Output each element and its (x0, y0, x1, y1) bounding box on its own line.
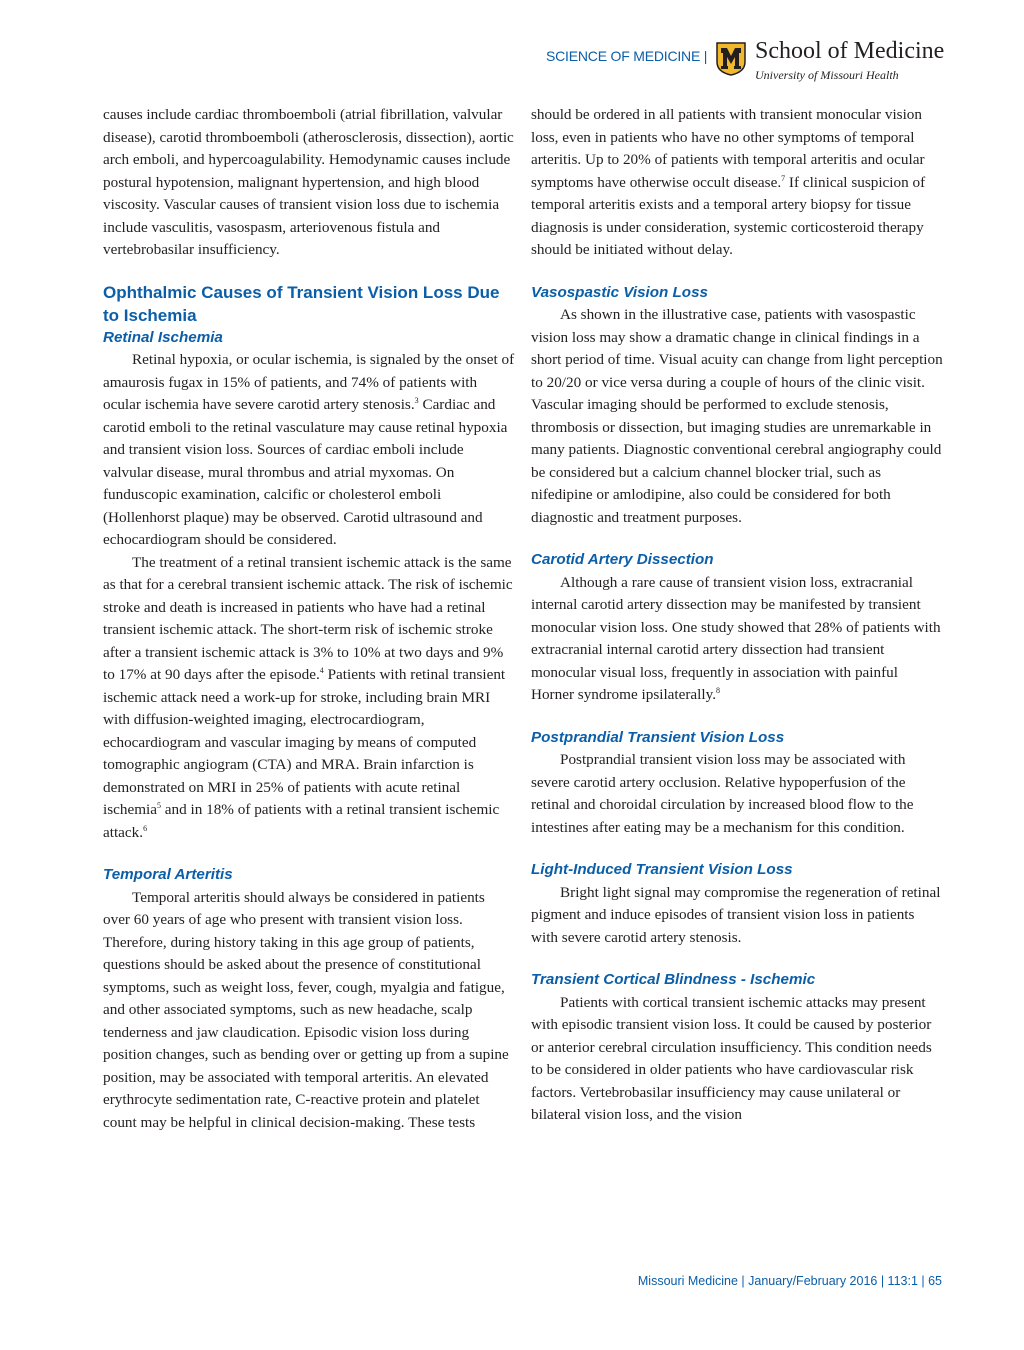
paragraph: As shown in the illustrative case, patients with vasospastic vision loss may show a dramatic change in clinical findings in a short period of time. Visual acuity can change from light perception to 20/20 or vice versa during a couple of hours of the clinic visit. Vascular imaging should be performed to exclude stenosis, thrombosis or dissection, but imaging studies are unremarkable in many patients. Diagnostic conventional cerebral angiography could be considered but a calcium channel blocker trial, such as nifedipine or amlodipine, also could be considered for both diagnostic and treatment purposes. (531, 306, 943, 526)
school-name: School of Medicine (755, 38, 945, 64)
paragraph: Bright light signal may compromise the regeneration of retinal pigment and induce episodes of transient vision loss in patients with severe carotid artery stenosis. (531, 883, 941, 946)
right-column (531, 104, 943, 1127)
subsection-heading-temporal-arteritis: Temporal Arteritis (103, 866, 233, 883)
paragraph: causes include cardiac thromboemboli (atrial fibrillation, valvular disease), carotid thromboemboli (atherosclerosis, dissection), aortic arch emboli, and hypercoagulability. Hemodynamic causes include postural hypotension, malignant hypertension, and high blood viscosity. Vascular causes of transient vision loss due to ischemia include vasculitis, vasospasm, arteriovenous fistula and vertebrobasilar insufficiency. (103, 106, 514, 258)
paragraph: should be ordered in all patients with transient monocular vision loss, even in patients who have no other symptoms of temporal arteritis. Up to 20% of patients with temporal arteritis and ocular symptoms have otherwise occult disease.$^7$ If clinical suspicion of temporal arteritis exists and a temporal artery biopsy for tissue diagnosis is under consideration, systemic corticosteroid therapy should be initiated without delay. (531, 106, 926, 258)
subsection-heading-cortical-blindness: Transient Cortical Blindness - Ischemic (531, 971, 816, 988)
paragraph: Temporal arteritis should always be considered in patients over 60 years of age who present with transient vision loss. Therefore, during history taking in this age group of patients, questions should be asked about the presence of constitutional symptoms, such as weight loss, fever, cough, myalgia and fatigue, and other associated symptoms, such as new headache, scalp tenderness and jaw claudication. Episodic vision loss during position changes, such as bending over or getting up from a supine position, may be associated with temporal arteritis. An elevated erythrocyte sedimentation rate, C-reactive protein and platelet count may be helpful in clinical decision-making. These tests (103, 888, 509, 1131)
subsection-heading-retinal-ischemia: Retinal Ischemia (103, 328, 223, 346)
page-footer: Missouri Medicine | January/February 2016 | 113:1 | 65 (637, 1274, 942, 1288)
paragraph: Postprandial transient vision loss may be associated with severe carotid artery occlusion. Relative hypoperfusion of the retinal and choroidal circulation by increased blood flow to the intestines after eating may be a mechanism for this condition. (531, 751, 914, 836)
section-label: SCIENCE OF MEDICINE | (546, 48, 708, 64)
left-column (103, 104, 515, 1134)
paragraph: Patients with cortical transient ischemic attacks may present with episodic transient vision loss. It could be caused by posterior or anterior cerebral circulation insufficiency. This condition needs to be considered in older patients who have cardiovascular risk factors. Vertebrobasilar insufficiency may cause unilateral or bilateral vision loss, and the vision (531, 993, 932, 1123)
school-subtitle: University of Missouri Health (755, 68, 899, 82)
paragraph: Retinal hypoxia, or ocular ischemia, is signaled by the onset of amaurosis fugax in 15% of patients, and 74% of patients with ocular ischemia have severe carotid artery stenosis.$^3$ Cardiac and carotid emboli to the retinal vasculature may cause retinal hypoxia and transient vision loss. Sources of cardiac emboli include valvular disease, mural thrombus and atrial myxomas. On funduscopic examination, calcific or cholesterol emboli (Hollenhorst plaque) may be observed. Carotid ultrasound and echocardiogram should be considered. (103, 351, 515, 548)
reference-superscript: 4 (319, 666, 324, 675)
reference-superscript: 8 (716, 686, 721, 695)
mizzou-m-shield-icon (716, 42, 746, 76)
reference-superscript: 3 (414, 396, 419, 405)
reference-superscript: 5 (156, 801, 161, 810)
reference-superscript: 6 (143, 823, 148, 833)
subsection-heading-postprandial: Postprandial Transient Vision Loss (531, 728, 785, 746)
subsection-heading-vasospastic: Vasospastic Vision Loss (531, 283, 708, 301)
subsection-heading-carotid-dissection: Carotid Artery Dissection (531, 551, 714, 568)
section-heading: Ophthalmic Causes of Transient Vision Loss Due to Ischemia (103, 282, 500, 325)
subsection-heading-light-induced: Light-Induced Transient Vision Loss (531, 861, 793, 878)
paragraph: Although a rare cause of transient vision loss, extracranial internal carotid artery dissection may be manifested by transient monocular vision loss. One study showed that 28% of patients with extracranial internal carotid artery dissection had transient monocular visual loss, frequently in association with painful Horner syndrome ipsilaterally.$^8$ (531, 573, 941, 703)
reference-superscript: 7 (781, 173, 786, 183)
paragraph: The treatment of a retinal transient ischemic attack is the same as that for a cerebral transient ischemic attack. The risk of ischemic stroke and death is increased in patients who have had a retinal transient ischemic attack. The short-term risk of ischemic stroke after a transient ischemic attack is 3% to 10% at two days and 9% to 17% at 90 days after the episode.$^4$ Patients with retinal transient ischemic attack need a work-up for stroke, including brain MRI with diffusion-weighted imaging, electrocardiogram, echocardiogram and vascular imaging by means of computed tomographic angiogram (CTA) and MRA. Brain infarction is demonstrated on MRI in 25% of patients with acute retinal ischemia$^5$ and in 18% of patients with a retinal transient ischemic attack.$^6$ (103, 553, 513, 841)
